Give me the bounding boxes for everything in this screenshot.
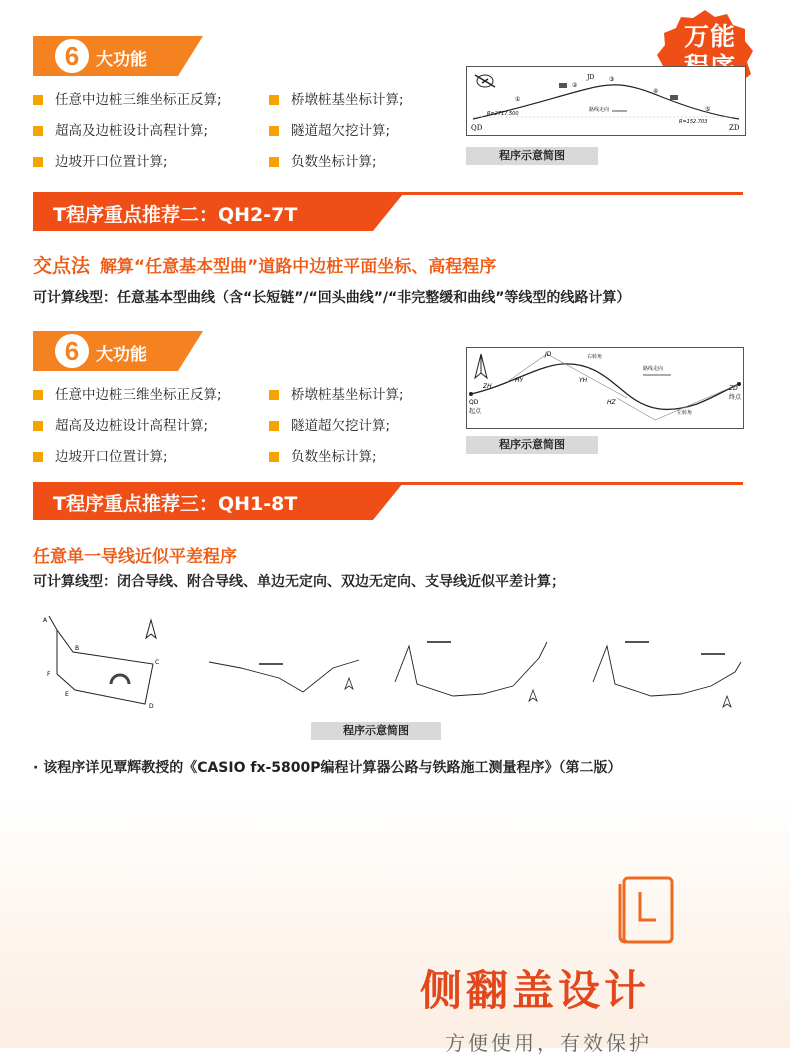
- feature-item: 任意中边桩三维坐标正反算;: [33, 90, 222, 121]
- svg-text:YH: YH: [579, 377, 588, 384]
- notebook-cover-icon: [618, 874, 676, 946]
- svg-text:HZ: HZ: [607, 399, 616, 406]
- feature-item: 隧道超欠挖计算;: [269, 121, 404, 152]
- svg-text:C: C: [155, 659, 160, 666]
- section-3-calc-types: 可计算线型：闭合导线、附合导线、单边无定向、双边无定向、支导线近似平差计算；: [33, 574, 565, 590]
- svg-text:ZD: ZD: [729, 385, 738, 392]
- svg-text:D: D: [149, 703, 154, 710]
- section-2-header: [33, 194, 403, 231]
- svg-text:E: E: [65, 691, 69, 698]
- svg-text:QD: QD: [469, 399, 479, 406]
- diagram-1-caption: 程序示意简图: [466, 147, 598, 165]
- svg-text:④: ④: [653, 88, 659, 95]
- svg-text:路线走向: 路线走向: [589, 107, 610, 113]
- north-arrow-icon: [345, 678, 353, 689]
- cover-design-subtitle: 方便使用，有效保护: [445, 1031, 652, 1055]
- functions-label-2: 大功能: [96, 345, 147, 365]
- functions-tab-2: [33, 331, 203, 371]
- feature-item: 任意中边桩三维坐标正反算;: [33, 385, 222, 416]
- svg-text:JD: JD: [587, 74, 595, 81]
- feature-item: 超高及边桩设计高程计算;: [33, 121, 222, 152]
- feature-item: 边坡开口位置计算;: [33, 447, 222, 478]
- feature-item: 隧道超欠挖计算;: [269, 416, 404, 447]
- section-2-subtitle-lead: 交点法: [33, 255, 91, 277]
- section-2-title: T程序重点推荐二：QH2-7T: [53, 204, 298, 226]
- section-3-title: T程序重点推荐三：QH1-8T: [53, 493, 298, 515]
- feature-item: 超高及边桩设计高程计算;: [33, 416, 222, 447]
- functions-label: 大功能: [96, 50, 147, 70]
- features-list-2-col1: [33, 385, 222, 478]
- svg-text:F: F: [47, 671, 51, 678]
- diagram-2-drawing: [467, 348, 743, 428]
- svg-text:②: ②: [572, 82, 578, 89]
- north-arrow-icon: [723, 696, 731, 707]
- svg-text:A: A: [43, 617, 48, 624]
- svg-text:右转角: 右转角: [587, 354, 603, 360]
- svg-text:路线走向: 路线走向: [643, 366, 664, 372]
- feature-item: 负数坐标计算;: [269, 447, 404, 478]
- features-list-1-col2: [269, 90, 404, 183]
- svg-text:⑤: ⑤: [705, 106, 711, 113]
- svg-text:QD: QD: [471, 124, 483, 132]
- functions-tab: [33, 36, 203, 76]
- diagram-2-caption: 程序示意简图: [466, 436, 598, 454]
- svg-text:③: ③: [609, 76, 615, 83]
- svg-text:JD: JD: [545, 351, 552, 358]
- north-arrow-icon: [146, 620, 156, 638]
- badge-line1: 万能: [683, 22, 736, 51]
- feature-item: 边坡开口位置计算;: [33, 152, 222, 183]
- section-2-calc-types: 可计算线型：任意基本型曲线（含“长短链”/“回头曲线”/“非完整缓和曲线”等线型的线路计算）: [33, 290, 631, 306]
- svg-text:左转角: 左转角: [677, 410, 693, 416]
- diagram-1-drawing: [467, 67, 745, 135]
- svg-text:B: B: [75, 645, 80, 652]
- north-arrow-icon: [475, 75, 495, 87]
- diagram-3-caption: 程序示意简图: [311, 722, 441, 740]
- diagram-3: [33, 612, 745, 712]
- svg-text:R=2717.500: R=2717.500: [487, 111, 519, 117]
- svg-text:ZH: ZH: [483, 383, 492, 390]
- svg-text:终点: 终点: [729, 394, 742, 401]
- svg-text:ZD: ZD: [729, 124, 740, 132]
- book-reference-note: · 该程序详见覃辉教授的《CASIO fx-5800P编程计算器公路与铁路施工测量程序》（第二版）: [33, 760, 622, 776]
- diagram-1: [466, 66, 746, 136]
- features-list-2-col2: [269, 385, 404, 478]
- section-2-subtitle: [33, 251, 496, 278]
- north-arrow-icon: [529, 690, 537, 701]
- connecting-traverse-sketch-3: [593, 642, 741, 696]
- connecting-traverse-sketch-1: [209, 660, 359, 692]
- svg-text:①: ①: [515, 96, 521, 103]
- feature-item: 桥墩桩基坐标计算;: [269, 385, 404, 416]
- section-2-subtitle-rest: 解算“任意基本型曲”道路中边桩平面坐标、高程程序: [99, 257, 497, 277]
- connecting-traverse-sketch-2: [395, 642, 547, 696]
- cover-design-title: 侧翻盖设计: [420, 966, 651, 1015]
- svg-text:起点: 起点: [469, 408, 482, 415]
- functions-count-2: 6: [55, 334, 89, 368]
- north-arrow-icon: [475, 354, 487, 378]
- diagram-2: [466, 347, 744, 429]
- functions-count: 6: [55, 39, 89, 73]
- svg-text:HY: HY: [515, 377, 524, 384]
- svg-text:R=152.703: R=152.703: [679, 119, 708, 125]
- feature-item: 负数坐标计算;: [269, 152, 404, 183]
- features-list-1-col1: [33, 90, 222, 183]
- section-3-header: [33, 483, 403, 520]
- section-3-subtitle: 任意单一导线近似平差程序: [33, 547, 237, 567]
- feature-item: 桥墩桩基坐标计算;: [269, 90, 404, 121]
